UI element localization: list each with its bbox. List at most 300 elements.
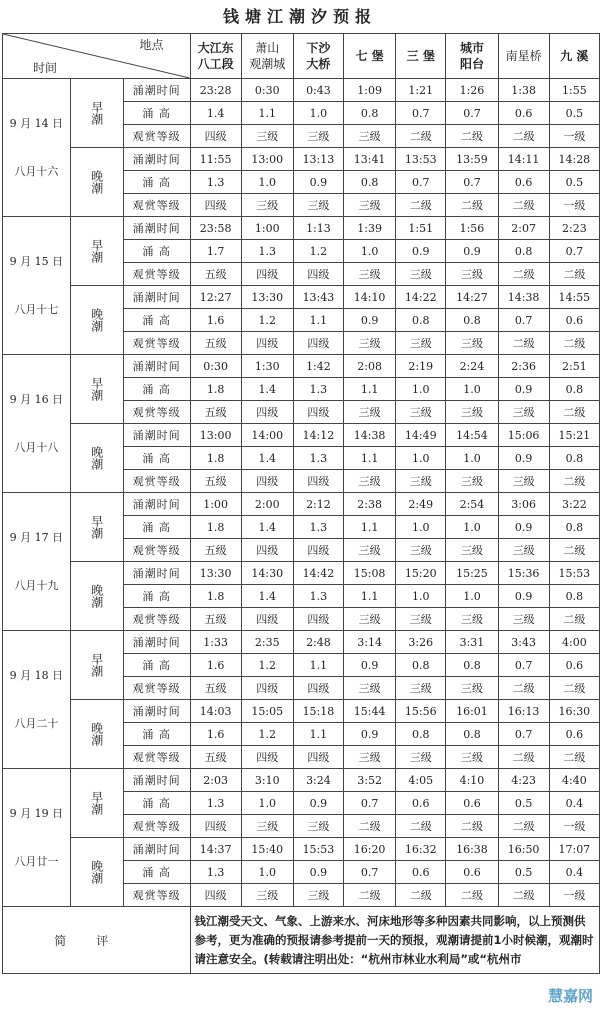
cell-height: 0.7: [549, 240, 599, 263]
cell-grade: 二级: [446, 815, 498, 838]
row-label-time: 涌潮时间: [123, 769, 190, 792]
cell-grade: 三级: [396, 401, 446, 424]
cell-height: 0.6: [396, 861, 446, 884]
cell-grade: 五级: [190, 539, 241, 562]
cell-grade: 三级: [446, 401, 498, 424]
cell-grade: 三级: [241, 815, 293, 838]
lunar-date: 八月二十: [14, 716, 59, 730]
cell-height: 0.9: [293, 792, 343, 815]
site-header: [549, 34, 599, 79]
cell-time: 1:55: [549, 79, 599, 102]
tide-type-cell: [70, 700, 123, 769]
cell-time: 23:28: [190, 79, 241, 102]
cell-height: 1.1: [293, 309, 343, 332]
tide-type-label: 晚潮: [89, 860, 104, 884]
solar-date: 9 月 16 日: [9, 392, 64, 406]
cell-grade: 三级: [344, 194, 396, 217]
cell-grade: 二级: [498, 332, 549, 355]
header-row: [3, 34, 600, 79]
row-label-height: 涌 高: [123, 378, 190, 401]
cell-grade: 三级: [396, 332, 446, 355]
lunar-date: 八月十八: [14, 440, 59, 454]
cell-grade: 四级: [293, 332, 343, 355]
cell-time: 4:23: [498, 769, 549, 792]
cell-grade: 五级: [190, 746, 241, 769]
cell-grade: 一级: [549, 815, 599, 838]
date-box: [3, 527, 70, 597]
cell-grade: 三级: [344, 401, 396, 424]
site-name-line2: 阳台: [459, 57, 484, 71]
tide-type-cell: [70, 355, 123, 424]
cell-time: 13:43: [293, 286, 343, 309]
cell-grade: 四级: [241, 263, 293, 286]
cell-height: 1.0: [344, 240, 396, 263]
site-name-line1: 萧山: [255, 41, 280, 55]
cell-time: 1:51: [396, 217, 446, 240]
cell-height: 0.7: [498, 723, 549, 746]
cell-height: 1.1: [293, 723, 343, 746]
cell-height: 0.8: [549, 585, 599, 608]
solar-date: 9 月 15 日: [9, 254, 64, 268]
row-label-time: 涌潮时间: [123, 838, 190, 861]
site-name-line1: 城市: [459, 41, 484, 55]
cell-height: 0.7: [446, 171, 498, 194]
cell-height: 1.4: [241, 378, 293, 401]
cell-grade: 四级: [293, 539, 343, 562]
cell-height: 0.5: [549, 171, 599, 194]
row-label-grade: 观赏等级: [123, 677, 190, 700]
cell-time: 1:56: [446, 217, 498, 240]
cell-time: 2:38: [344, 493, 396, 516]
cell-time: 2:24: [446, 355, 498, 378]
cell-height: 0.5: [498, 861, 549, 884]
cell-grade: 三级: [344, 470, 396, 493]
cell-grade: 二级: [396, 125, 446, 148]
cell-height: 1.4: [241, 447, 293, 470]
tide-type-cell: [70, 631, 123, 700]
date-spacer: [3, 135, 70, 161]
cell-grade: 三级: [241, 884, 293, 907]
cell-time: 13:00: [241, 148, 293, 171]
tide-type-label: 晚潮: [89, 170, 104, 194]
cell-height: 0.7: [498, 654, 549, 677]
cell-height: 1.1: [344, 585, 396, 608]
cell-time: 15:06: [498, 424, 549, 447]
cell-height: 1.8: [190, 516, 241, 539]
cell-height: 0.9: [498, 447, 549, 470]
tide-type-cell: [70, 838, 123, 907]
cell-time: 1:26: [446, 79, 498, 102]
cell-height: 0.9: [396, 240, 446, 263]
cell-time: 3:06: [498, 493, 549, 516]
cell-time: 1:38: [498, 79, 549, 102]
cell-time: 1:39: [344, 217, 396, 240]
cell-grade: 五级: [190, 470, 241, 493]
cell-grade: 二级: [396, 194, 446, 217]
cell-grade: 四级: [190, 194, 241, 217]
cell-time: 16:38: [446, 838, 498, 861]
lunar-date: 八月十九: [14, 578, 59, 592]
cell-time: 4:05: [396, 769, 446, 792]
cell-time: 3:31: [446, 631, 498, 654]
cell-time: 1:21: [396, 79, 446, 102]
row-label-time: 涌潮时间: [123, 286, 190, 309]
cell-height: 1.1: [344, 378, 396, 401]
row-label-time: 涌潮时间: [123, 355, 190, 378]
cell-time: 3:10: [241, 769, 293, 792]
row-label-grade: 观赏等级: [123, 815, 190, 838]
cell-height: 0.9: [498, 378, 549, 401]
cell-height: 1.3: [190, 861, 241, 884]
tide-forecast-table: [2, 33, 600, 974]
cell-time: 15:21: [549, 424, 599, 447]
cell-height: 0.6: [549, 654, 599, 677]
cell-height: 0.7: [396, 171, 446, 194]
table-row: [3, 79, 600, 102]
cell-height: 1.8: [190, 447, 241, 470]
cell-time: 13:30: [241, 286, 293, 309]
date-cell: [3, 79, 71, 217]
cell-time: 1:30: [241, 355, 293, 378]
cell-time: 3:26: [396, 631, 446, 654]
solar-date: 9 月 14 日: [9, 116, 64, 130]
cell-height: 0.9: [498, 585, 549, 608]
cell-time: 13:59: [446, 148, 498, 171]
cell-time: 4:10: [446, 769, 498, 792]
cell-height: 1.0: [293, 102, 343, 125]
tide-type-cell: [70, 493, 123, 562]
row-label-height: 涌 高: [123, 447, 190, 470]
date-box: [3, 803, 70, 873]
site-name: [191, 40, 241, 72]
cell-time: 13:41: [344, 148, 396, 171]
cell-time: 0:30: [190, 355, 241, 378]
cell-time: 3:24: [293, 769, 343, 792]
cell-grade: 二级: [549, 746, 599, 769]
lunar-date: 八月十六: [14, 164, 59, 178]
cell-height: 1.0: [396, 516, 446, 539]
row-label-height: 涌 高: [123, 723, 190, 746]
site-name: [344, 48, 395, 64]
cell-time: 14:10: [344, 286, 396, 309]
cell-time: 15:40: [241, 838, 293, 861]
cell-height: 1.6: [190, 309, 241, 332]
cell-grade: 四级: [241, 677, 293, 700]
cell-time: 14:27: [446, 286, 498, 309]
row-label-grade: 观赏等级: [123, 608, 190, 631]
row-label-grade: 观赏等级: [123, 332, 190, 355]
cell-time: 3:22: [549, 493, 599, 516]
date-spacer: [3, 411, 70, 437]
cell-grade: 三级: [396, 470, 446, 493]
cell-grade: 三级: [446, 470, 498, 493]
tide-type-cell: [70, 148, 123, 217]
cell-grade: 三级: [344, 125, 396, 148]
cell-height: 1.0: [241, 792, 293, 815]
cell-grade: 三级: [446, 263, 498, 286]
cell-grade: 二级: [344, 815, 396, 838]
row-label-height: 涌 高: [123, 102, 190, 125]
cell-grade: 三级: [396, 539, 446, 562]
table-row: [3, 493, 600, 516]
cell-grade: 三级: [241, 194, 293, 217]
table-row: [3, 562, 600, 585]
cell-grade: 三级: [396, 746, 446, 769]
cell-height: 0.9: [498, 516, 549, 539]
cell-height: 0.9: [446, 240, 498, 263]
row-label-height: 涌 高: [123, 309, 190, 332]
cell-grade: 五级: [190, 332, 241, 355]
corner-header: [3, 34, 191, 79]
tide-type-cell: [70, 286, 123, 355]
cell-grade: 二级: [549, 677, 599, 700]
cell-time: 15:36: [498, 562, 549, 585]
tide-type-label: 早潮: [89, 653, 104, 677]
cell-height: 1.1: [344, 516, 396, 539]
row-label-height: 涌 高: [123, 585, 190, 608]
cell-height: 0.8: [446, 654, 498, 677]
cell-height: 1.1: [344, 447, 396, 470]
row-label-time: 涌潮时间: [123, 493, 190, 516]
cell-time: 15:05: [241, 700, 293, 723]
cell-grade: 四级: [241, 746, 293, 769]
cell-time: 14:55: [549, 286, 599, 309]
site-name-line1: 三 堡: [406, 49, 435, 63]
solar-date: 9 月 18 日: [9, 668, 64, 682]
cell-height: 0.4: [549, 792, 599, 815]
site-name: [550, 48, 599, 64]
cell-grade: 二级: [446, 125, 498, 148]
cell-grade: 二级: [396, 815, 446, 838]
cell-time: 15:08: [344, 562, 396, 585]
table-row: [3, 631, 600, 654]
cell-grade: 四级: [293, 470, 343, 493]
row-label-time: 涌潮时间: [123, 79, 190, 102]
cell-height: 0.7: [446, 102, 498, 125]
cell-height: 1.0: [241, 171, 293, 194]
cell-time: 3:52: [344, 769, 396, 792]
cell-time: 2:36: [498, 355, 549, 378]
cell-grade: 二级: [498, 125, 549, 148]
site-name-line1: 九 溪: [560, 49, 589, 63]
cell-grade: 一级: [549, 194, 599, 217]
cell-grade: 二级: [498, 194, 549, 217]
cell-grade: 二级: [344, 884, 396, 907]
cell-height: 1.3: [293, 516, 343, 539]
cell-grade: 三级: [344, 539, 396, 562]
cell-height: 0.4: [549, 861, 599, 884]
cell-grade: 四级: [293, 746, 343, 769]
cell-time: 14:30: [241, 562, 293, 585]
tide-type-cell: [70, 217, 123, 286]
cell-time: 15:56: [396, 700, 446, 723]
cell-height: 0.7: [396, 102, 446, 125]
tide-type-cell: [70, 424, 123, 493]
cell-height: 0.8: [396, 309, 446, 332]
cell-grade: 二级: [446, 884, 498, 907]
cell-time: 2:54: [446, 493, 498, 516]
note-row: [3, 907, 600, 974]
cell-time: 0:30: [241, 79, 293, 102]
cell-grade: 三级: [498, 401, 549, 424]
date-cell: [3, 493, 71, 631]
cell-grade: 三级: [241, 125, 293, 148]
cell-time: 14:49: [396, 424, 446, 447]
cell-height: 1.8: [190, 378, 241, 401]
cell-time: 1:00: [190, 493, 241, 516]
cell-time: 2:03: [190, 769, 241, 792]
cell-height: 1.3: [190, 171, 241, 194]
cell-time: 16:01: [446, 700, 498, 723]
cell-time: 1:00: [241, 217, 293, 240]
cell-time: 13:13: [293, 148, 343, 171]
cell-time: 15:20: [396, 562, 446, 585]
cell-height: 1.7: [190, 240, 241, 263]
cell-grade: 四级: [293, 677, 343, 700]
cell-grade: 二级: [549, 608, 599, 631]
table-row: [3, 769, 600, 792]
cell-grade: 二级: [446, 194, 498, 217]
cell-time: 16:32: [396, 838, 446, 861]
table-row: [3, 838, 600, 861]
cell-height: 0.8: [446, 309, 498, 332]
row-label-time: 涌潮时间: [123, 631, 190, 654]
cell-height: 1.0: [396, 447, 446, 470]
row-label-grade: 观赏等级: [123, 401, 190, 424]
cell-grade: 四级: [293, 401, 343, 424]
table-row: [3, 217, 600, 240]
tide-type-label: 晚潮: [89, 722, 104, 746]
cell-height: 0.8: [498, 240, 549, 263]
cell-height: 0.8: [549, 447, 599, 470]
cell-height: 1.0: [446, 378, 498, 401]
cell-grade: 四级: [241, 470, 293, 493]
cell-grade: 二级: [549, 539, 599, 562]
cell-height: 0.6: [498, 171, 549, 194]
cell-time: 15:53: [549, 562, 599, 585]
cell-time: 13:00: [190, 424, 241, 447]
cell-height: 0.6: [446, 792, 498, 815]
cell-time: 2:48: [293, 631, 343, 654]
cell-grade: 三级: [396, 608, 446, 631]
tide-type-label: 早潮: [89, 791, 104, 815]
tide-type-label: 晚潮: [89, 308, 104, 332]
cell-grade: 四级: [190, 125, 241, 148]
cell-grade: 四级: [293, 608, 343, 631]
cell-height: 1.4: [241, 585, 293, 608]
cell-time: 12:27: [190, 286, 241, 309]
watermark: 慧嘉网: [545, 984, 596, 1007]
cell-time: 14:12: [293, 424, 343, 447]
cell-time: 16:20: [344, 838, 396, 861]
cell-height: 1.0: [446, 447, 498, 470]
date-cell: [3, 217, 71, 355]
cell-height: 0.8: [549, 378, 599, 401]
site-name-line1: 下沙: [306, 41, 331, 55]
cell-height: 0.8: [446, 723, 498, 746]
cell-grade: 三级: [446, 746, 498, 769]
corner-box: [3, 34, 190, 78]
date-cell: [3, 769, 71, 907]
cell-height: 1.1: [241, 102, 293, 125]
cell-height: 0.6: [549, 723, 599, 746]
cell-height: 1.4: [241, 516, 293, 539]
tide-type-label: 晚潮: [89, 584, 104, 608]
row-label-time: 涌潮时间: [123, 700, 190, 723]
row-label-time: 涌潮时间: [123, 148, 190, 171]
cell-time: 2:08: [344, 355, 396, 378]
corner-label-time: 时间: [33, 61, 58, 75]
cell-grade: 二级: [498, 263, 549, 286]
cell-time: 1:42: [293, 355, 343, 378]
cell-time: 4:40: [549, 769, 599, 792]
cell-time: 14:22: [396, 286, 446, 309]
tide-type-label: 早潮: [89, 239, 104, 263]
cell-grade: 五级: [190, 401, 241, 424]
cell-grade: 一级: [549, 125, 599, 148]
cell-height: 1.0: [396, 585, 446, 608]
cell-grade: 四级: [190, 884, 241, 907]
row-label-grade: 观赏等级: [123, 539, 190, 562]
cell-time: 15:53: [293, 838, 343, 861]
row-label-time: 涌潮时间: [123, 562, 190, 585]
site-name: [446, 40, 497, 72]
site-header: [190, 34, 241, 79]
solar-date: 9 月 17 日: [9, 530, 64, 544]
cell-height: 1.0: [446, 585, 498, 608]
cell-time: 16:30: [549, 700, 599, 723]
site-name: [242, 40, 293, 72]
cell-grade: 三级: [293, 194, 343, 217]
cell-height: 1.2: [293, 240, 343, 263]
cell-height: 0.6: [498, 102, 549, 125]
lunar-date: 八月廿一: [14, 854, 59, 868]
cell-height: 0.7: [344, 792, 396, 815]
cell-height: 0.6: [446, 861, 498, 884]
cell-grade: 二级: [549, 263, 599, 286]
cell-time: 14:54: [446, 424, 498, 447]
row-label-height: 涌 高: [123, 240, 190, 263]
table-row: [3, 286, 600, 309]
site-header: [498, 34, 549, 79]
row-label-grade: 观赏等级: [123, 194, 190, 217]
cell-height: 0.7: [344, 861, 396, 884]
cell-height: 0.9: [344, 723, 396, 746]
tide-type-label: 早潮: [89, 101, 104, 125]
cell-height: 0.8: [396, 654, 446, 677]
cell-time: 15:25: [446, 562, 498, 585]
tide-type-cell: [70, 562, 123, 631]
row-label-height: 涌 高: [123, 792, 190, 815]
cell-time: 11:55: [190, 148, 241, 171]
cell-height: 0.7: [498, 309, 549, 332]
cell-grade: 五级: [190, 263, 241, 286]
cell-time: 14:42: [293, 562, 343, 585]
cell-height: 1.4: [190, 102, 241, 125]
cell-height: 1.3: [241, 240, 293, 263]
cell-grade: 三级: [498, 470, 549, 493]
date-box: [3, 665, 70, 735]
date-spacer: [3, 549, 70, 575]
row-label-height: 涌 高: [123, 654, 190, 677]
date-spacer: [3, 825, 70, 851]
cell-grade: 三级: [446, 677, 498, 700]
date-box: [3, 113, 70, 183]
cell-grade: 三级: [446, 608, 498, 631]
cell-grade: 四级: [241, 401, 293, 424]
row-label-grade: 观赏等级: [123, 884, 190, 907]
cell-time: 14:03: [190, 700, 241, 723]
